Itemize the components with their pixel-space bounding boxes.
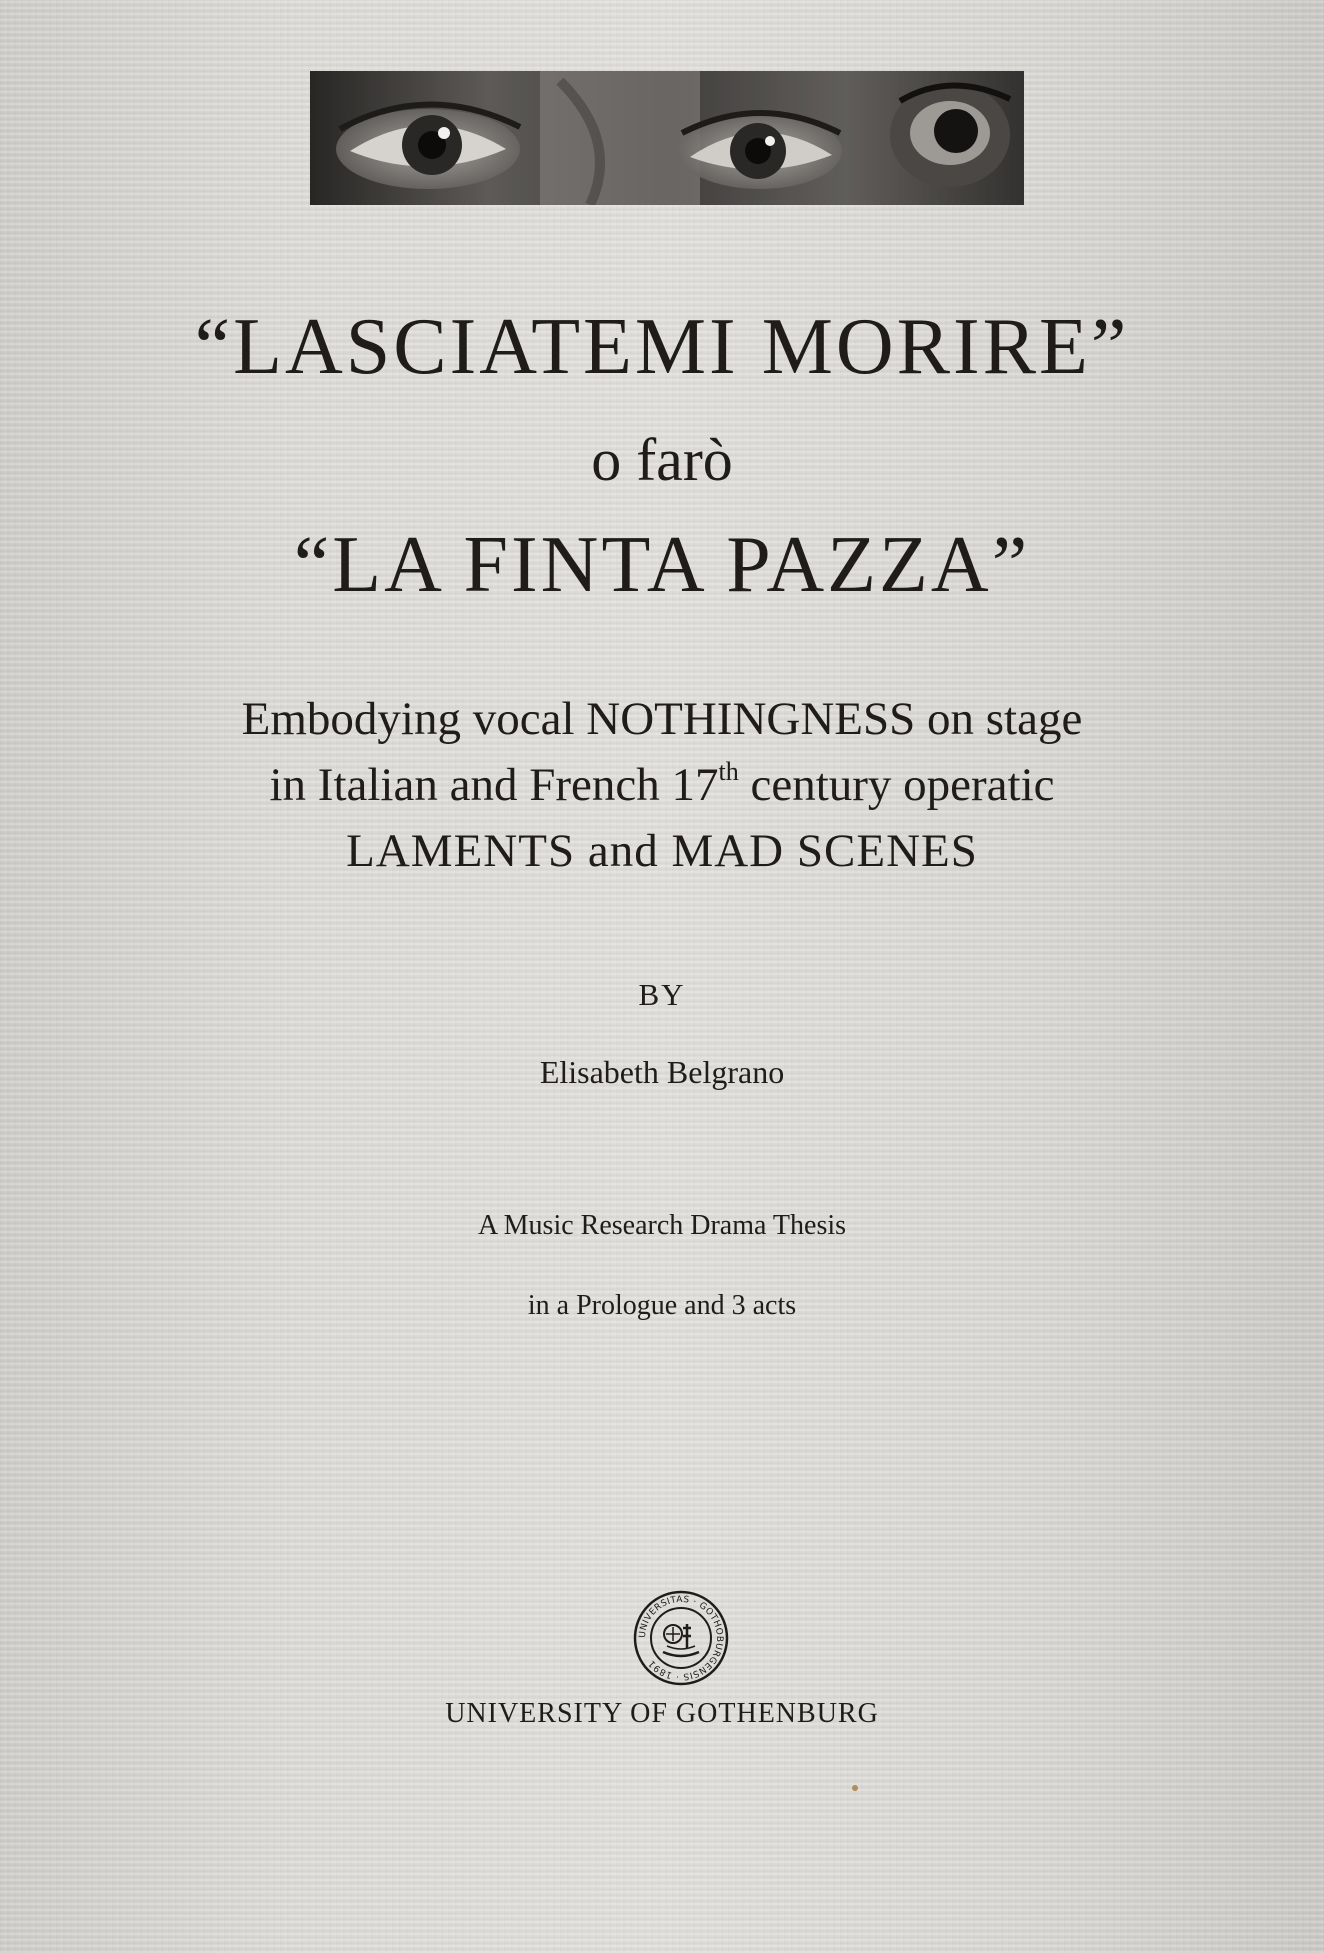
title-line-1: “LASCIATEMI MORIRE” [194, 303, 1130, 391]
thesis-description-line-2: in a Prologue and 3 acts [527, 1290, 797, 1321]
ordinal-superscript: th [718, 757, 739, 786]
subtitle-line-1: Embodying vocal NOTHINGNESS on stage [241, 693, 1083, 745]
by-label: BY [638, 977, 686, 1012]
subtitle-line-2 [0, 752, 1324, 818]
university-seal-logo [633, 1590, 729, 1686]
eyes-photo-banner [310, 71, 1024, 205]
university-name: UNIVERSITY OF GOTHENBURG [445, 1698, 879, 1729]
title-line-3: “LA FINTA PAZZA” [293, 521, 1031, 609]
paper-speck [852, 1785, 858, 1791]
subtitle-line-2-end: century operatic [738, 759, 1055, 811]
thesis-description-line-1: A Music Research Drama Thesis [477, 1210, 847, 1241]
title-line-2: o farò [591, 427, 733, 493]
subtitle-line-3: LAMENTS and MAD SCENES [346, 825, 978, 877]
author-name: Elisabeth Belgrano [539, 1054, 785, 1090]
subtitle-line-2-start: in Italian and French 17 [269, 759, 719, 811]
seal-ring-text: UNIVERSITAS · GOTHOBURGENSIS · 1891 [637, 1594, 725, 1682]
